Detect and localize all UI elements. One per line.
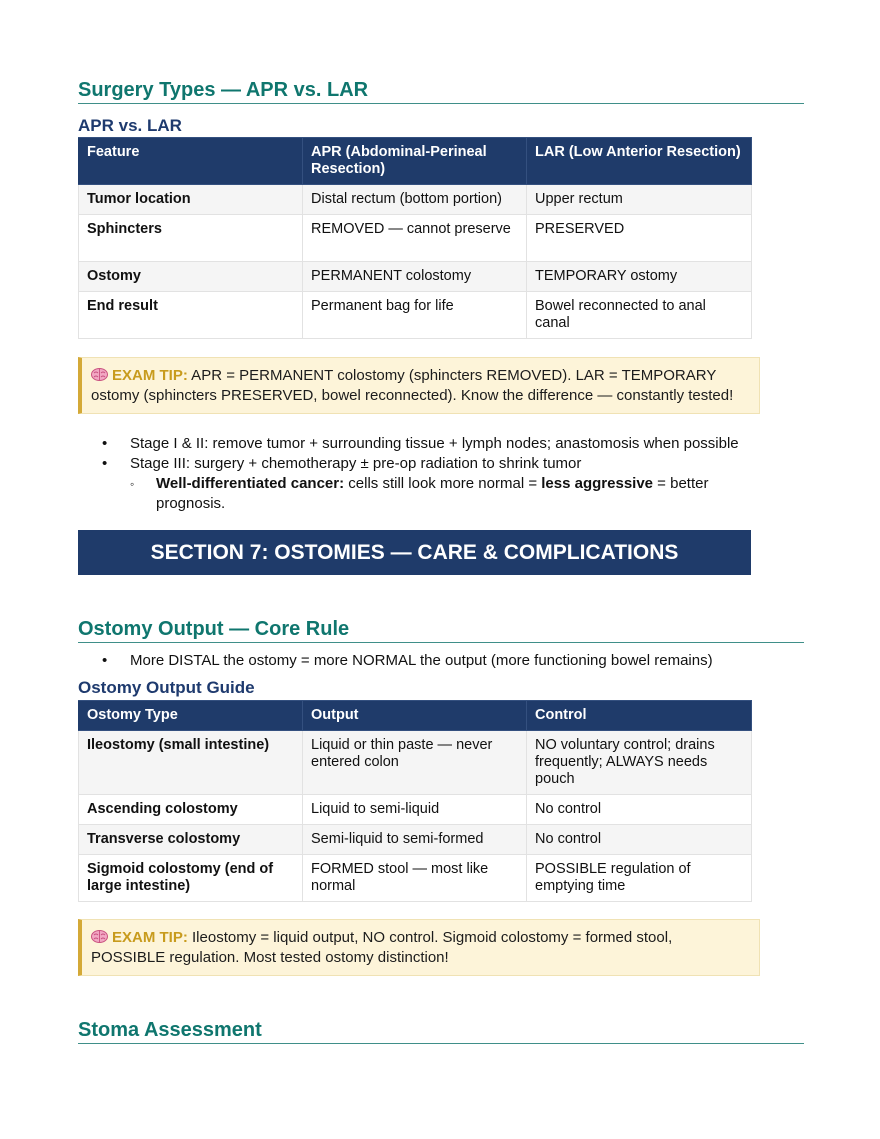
table-cell: No control	[527, 795, 752, 825]
exam-tip-label: EXAM TIP:	[112, 929, 188, 946]
table-row	[79, 185, 752, 215]
column-header: Control	[527, 701, 752, 731]
list-item-text: Stage III: surgery + chemotherapy ± pre-op radiation to shrink tumor	[130, 455, 582, 472]
table-cell: POSSIBLE regulation of emptying time	[527, 855, 752, 902]
table-cell: TEMPORARY ostomy	[527, 262, 752, 292]
table-cell: Liquid to semi-liquid	[303, 795, 527, 825]
sub-bullet-text-end: = better prognosis.	[156, 475, 709, 512]
exam-tip-label: EXAM TIP:	[112, 367, 188, 384]
brain-icon	[91, 929, 108, 948]
table-cell: End result	[79, 292, 303, 339]
section-heading-surgery-types: Surgery Types — APR vs. LAR	[78, 78, 804, 104]
table-cell: No control	[527, 825, 752, 855]
surgery-bullet-list	[98, 434, 766, 514]
table-cell: Transverse colostomy	[79, 825, 303, 855]
column-header: Output	[303, 701, 527, 731]
column-header: Feature	[79, 138, 303, 185]
exam-tip-box	[78, 919, 760, 976]
bullet-glyph: •	[102, 652, 108, 669]
sub-bullet-glyph: ◦	[130, 477, 135, 491]
table-header-row	[79, 701, 752, 731]
table-header-row	[79, 138, 752, 185]
table-cell: Liquid or thin paste — never entered colon	[303, 731, 527, 795]
table-cell: Ostomy	[79, 262, 303, 292]
ostomy-output-table	[78, 700, 752, 902]
table-cell: Ascending colostomy	[79, 795, 303, 825]
table-cell: Sphincters	[79, 215, 303, 262]
sub-list-item	[98, 474, 766, 514]
bullet-glyph: •	[102, 435, 108, 452]
sub-bullet-emphasis: less aggressive	[541, 475, 654, 492]
table-row	[79, 215, 752, 262]
column-header: Ostomy Type	[79, 701, 303, 731]
table-cell: NO voluntary control; drains frequently; ALWAYS needs pouch	[527, 731, 752, 795]
table-row	[79, 825, 752, 855]
table-title-apr-vs-lar: APR vs. LAR	[78, 116, 182, 135]
table-row	[79, 262, 752, 292]
table-row	[79, 292, 752, 339]
table-cell: Bowel reconnected to anal canal	[527, 292, 752, 339]
table-cell: FORMED stool — most like normal	[303, 855, 527, 902]
table-cell: Tumor location	[79, 185, 303, 215]
output-bullet-list	[98, 651, 713, 671]
table-cell: Semi-liquid to semi-formed	[303, 825, 527, 855]
table-cell: Distal rectum (bottom portion)	[303, 185, 527, 215]
brain-icon	[91, 367, 108, 386]
table-cell: Sigmoid colostomy (end of large intestine)	[79, 855, 303, 902]
table-row	[79, 855, 752, 902]
list-item-text: Stage I & II: remove tumor + surrounding tissue + lymph nodes; anastomosis when possible	[130, 435, 739, 452]
exam-tip-text: Ileostomy = liquid output, NO control. Sigmoid colostomy = formed stool, POSSIBLE regulation. Most tested ostomy distinction!	[91, 929, 673, 966]
table-cell: REMOVED — cannot preserve	[303, 215, 527, 262]
table-row	[79, 731, 752, 795]
table-cell: Permanent bag for life	[303, 292, 527, 339]
section-heading-stoma-assessment: Stoma Assessment	[78, 1018, 804, 1044]
bullet-glyph: •	[102, 455, 108, 472]
table-title-ostomy-output-guide: Ostomy Output Guide	[78, 678, 255, 697]
table-cell: PRESERVED	[527, 215, 752, 262]
list-item	[98, 434, 766, 454]
exam-tip-text: APR = PERMANENT colostomy (sphincters REMOVED). LAR = TEMPORARY ostomy (sphincters PRESERVED, bowel reconnected). Know the difference — constantly tested!	[91, 367, 734, 404]
list-item	[98, 454, 766, 474]
table-row	[79, 795, 752, 825]
list-item	[98, 651, 713, 671]
apr-lar-table	[78, 137, 752, 339]
column-header: APR (Abdominal-Perineal Resection)	[303, 138, 527, 185]
table-cell: PERMANENT colostomy	[303, 262, 527, 292]
table-cell: Upper rectum	[527, 185, 752, 215]
column-header: LAR (Low Anterior Resection)	[527, 138, 752, 185]
section-heading-ostomy-output: Ostomy Output — Core Rule	[78, 617, 804, 643]
section-banner: SECTION 7: OSTOMIES — CARE & COMPLICATIONS	[78, 530, 751, 575]
list-item-text: More DISTAL the ostomy = more NORMAL the output (more functioning bowel remains)	[130, 652, 713, 669]
sub-bullet-term: Well-differentiated cancer:	[156, 475, 345, 492]
table-cell: Ileostomy (small intestine)	[79, 731, 303, 795]
exam-tip-box	[78, 357, 760, 414]
sub-bullet-text: cells still look more normal =	[344, 475, 542, 492]
